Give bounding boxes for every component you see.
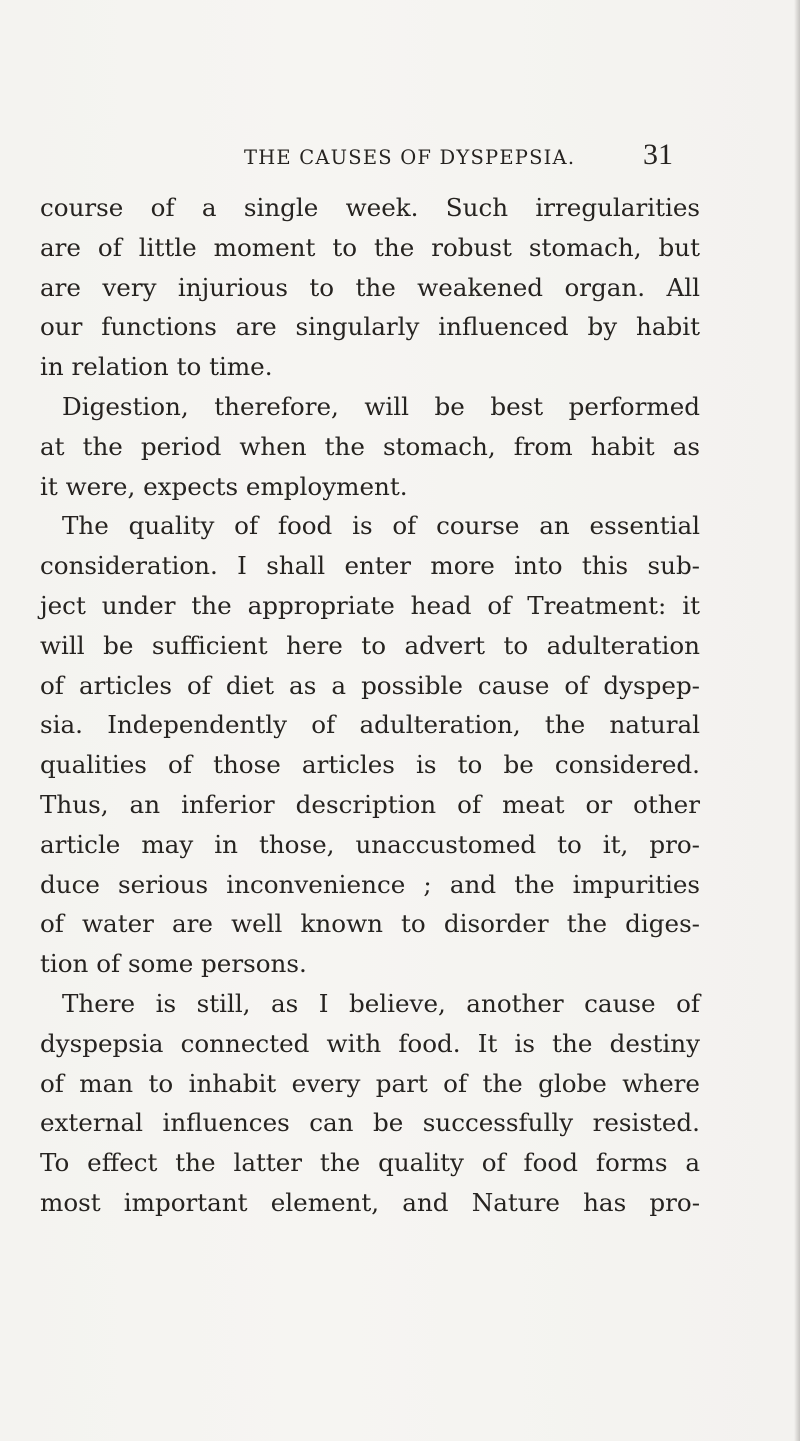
text-line: at the period when the stomach, from habit as <box>40 431 700 461</box>
text-line: dyspepsia connected with food. It is the destiny <box>40 1028 700 1058</box>
paragraph-start-line: There is still, as I believe, another cause of <box>62 988 700 1018</box>
text-line: To effect the latter the quality of food forms a <box>40 1148 700 1178</box>
text-line: consideration. I shall enter more into this sub- <box>40 551 700 581</box>
text-line: article may in those, unaccustomed to it, pro- <box>40 829 700 859</box>
text-line: qualities of those articles is to be considered. <box>40 750 700 780</box>
page-number: 31 <box>643 138 673 171</box>
text-line: our functions are singularly influenced by habit <box>40 312 700 342</box>
paragraph-start-line: Digestion, therefore, will be best performed <box>62 391 700 421</box>
text-line: duce serious inconvenience ; and the impurities <box>40 869 700 899</box>
text-line: in relation to time. <box>40 352 273 382</box>
text-line: are of little moment to the robust stomach, but <box>40 232 700 262</box>
text-line: sia. Independently of adulteration, the natural <box>40 710 700 740</box>
running-head: THE CAUSES OF DYSPEPSIA. <box>244 146 576 169</box>
text-line: of articles of diet as a possible cause of dyspep- <box>40 670 700 700</box>
body-text <box>40 188 700 1223</box>
text-line: tion of some persons. <box>40 949 307 979</box>
page-edge-shadow <box>794 0 800 1441</box>
text-line: course of a single week. Such irregularities <box>40 193 700 222</box>
page-header <box>0 136 800 176</box>
text-line: ject under the appropriate head of Treatment: it <box>40 590 700 620</box>
text-line: of water are well known to disorder the diges- <box>40 909 700 939</box>
text-line: it were, expects employment. <box>40 471 408 501</box>
text-line: Thus, an inferior description of meat or other <box>40 789 700 819</box>
text-line: will be sufficient here to advert to adulteration <box>40 630 700 660</box>
text-line: most important element, and Nature has pro- <box>40 1187 700 1217</box>
text-line: external influences can be successfully resisted. <box>40 1108 700 1138</box>
text-line: are very injurious to the weakened organ. All <box>40 272 700 302</box>
paragraph-start-line: The quality of food is of course an essential <box>62 511 700 541</box>
text-line: of man to inhabit every part of the globe where <box>40 1068 700 1098</box>
